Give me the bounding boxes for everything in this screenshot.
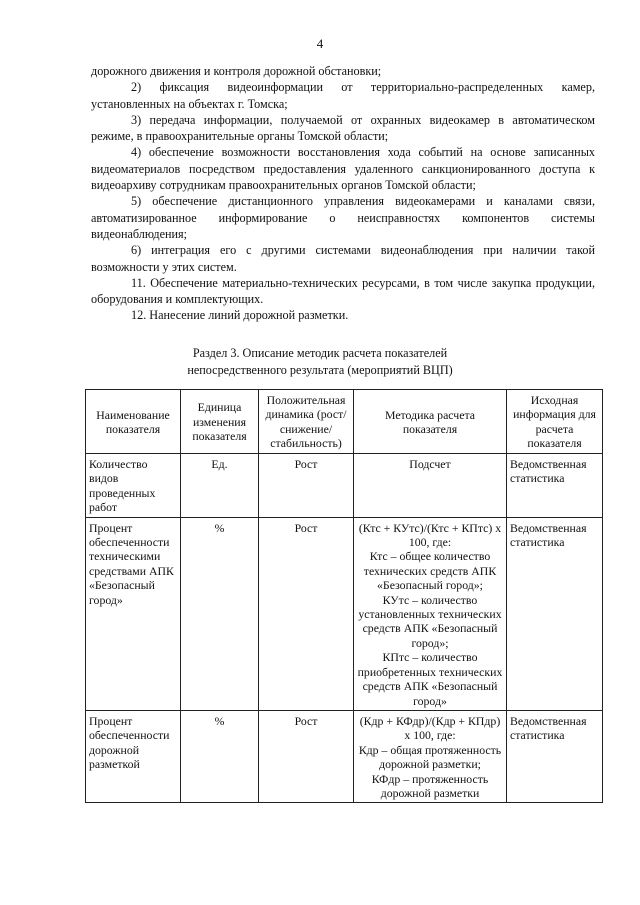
paragraph: 3) передача информации, получаемой от охранных видеокамер в автоматическом режиме, в правоохранительные органы Томской области; bbox=[91, 112, 595, 144]
table-row bbox=[86, 710, 603, 802]
indicator-name: Количество видов проведенных работ bbox=[86, 454, 181, 518]
method-line: Подсчет bbox=[409, 457, 451, 471]
method-line: КУтс – количество установленных технических средств АПК «Безопасный город»; bbox=[358, 592, 502, 650]
table-row bbox=[86, 454, 603, 518]
method-line: Кдр – общая протяженность дорожной разметки; bbox=[358, 742, 502, 772]
table-header-row bbox=[86, 390, 603, 454]
indicator-name: Процент обеспеченности техническими средствами АПК «Безопасный город» bbox=[86, 517, 181, 710]
indicator-source: Ведомственная статистика bbox=[507, 517, 603, 710]
paragraph: 2) фиксация видеоинформации от территориально-распределенных камер, установленных на объектах г. Томска; bbox=[91, 80, 595, 111]
indicator-unit: % bbox=[181, 517, 259, 710]
column-header: Единица изменения показателя bbox=[181, 390, 259, 454]
indicators-table bbox=[85, 389, 603, 803]
table-row bbox=[86, 517, 603, 710]
indicator-method bbox=[354, 710, 507, 802]
section-title bbox=[0, 345, 640, 378]
indicator-dynamics: Рост bbox=[259, 710, 354, 802]
method-line: (Кдр + КФдр)/(Кдр + КПдр) х 100, где: bbox=[359, 713, 501, 743]
method-line: КПтс – количество приобретенных технических средств АПК «Безопасный город» bbox=[357, 650, 503, 708]
paragraph: 5) обеспечение дистанционного управления видеокамерами и каналами связи, автоматизированное информирование о неисправностях компонентов системы видеонаблюдения; bbox=[91, 194, 595, 241]
indicator-method bbox=[354, 454, 507, 518]
section-title-line: непосредственного результата (мероприятий ВЦП) bbox=[187, 362, 453, 377]
indicator-dynamics: Рост bbox=[259, 454, 354, 518]
column-header: Наименование показателя bbox=[86, 390, 181, 454]
indicator-dynamics: Рост bbox=[259, 517, 354, 710]
indicator-unit: Ед. bbox=[181, 454, 259, 518]
indicator-method bbox=[354, 517, 507, 710]
method-line: Ктс – общее количество технических средств АПК «Безопасный город»; bbox=[363, 549, 497, 593]
method-line: (Ктс + КУтс)/(Ктс + КПтс) х 100, где: bbox=[358, 520, 502, 550]
method-line: КФдр – протяженность дорожной разметки bbox=[371, 771, 489, 800]
indicator-unit: % bbox=[181, 710, 259, 802]
body-text bbox=[91, 63, 595, 324]
indicator-name: Процент обеспеченности дорожной разметкой bbox=[86, 710, 181, 802]
page-number: 4 bbox=[316, 36, 324, 51]
paragraph: дорожного движения и контроля дорожной обстановки; bbox=[91, 64, 382, 78]
paragraph: 11. Обеспечение материально-технических ресурсами, в том числе закупка продукции, оборудования и комплектующих. bbox=[91, 275, 595, 307]
column-header: Методика расчета показателя bbox=[354, 390, 507, 454]
paragraph: 6) интеграция его с другими системами видеонаблюдения при наличии такой возможности у этих систем. bbox=[91, 243, 595, 274]
indicator-source: Ведомственная статистика bbox=[507, 710, 603, 802]
column-header: Положительная динамика (рост/снижение/ стабильность) bbox=[259, 390, 354, 454]
column-header: Исходная информация для расчета показателя bbox=[507, 390, 603, 454]
indicator-source: Ведомственная статистика bbox=[507, 454, 603, 518]
paragraph: 12. Нанесение линий дорожной разметки. bbox=[131, 308, 349, 323]
section-title-line: Раздел 3. Описание методик расчета показателей bbox=[192, 346, 448, 360]
paragraph: 4) обеспечение возможности восстановления хода событий на основе записанных видеоматериалов посредством предоставления удаленного санкционированного доступа к видеоархиву сотрудникам правоохранительных органов Томской области; bbox=[91, 145, 595, 193]
